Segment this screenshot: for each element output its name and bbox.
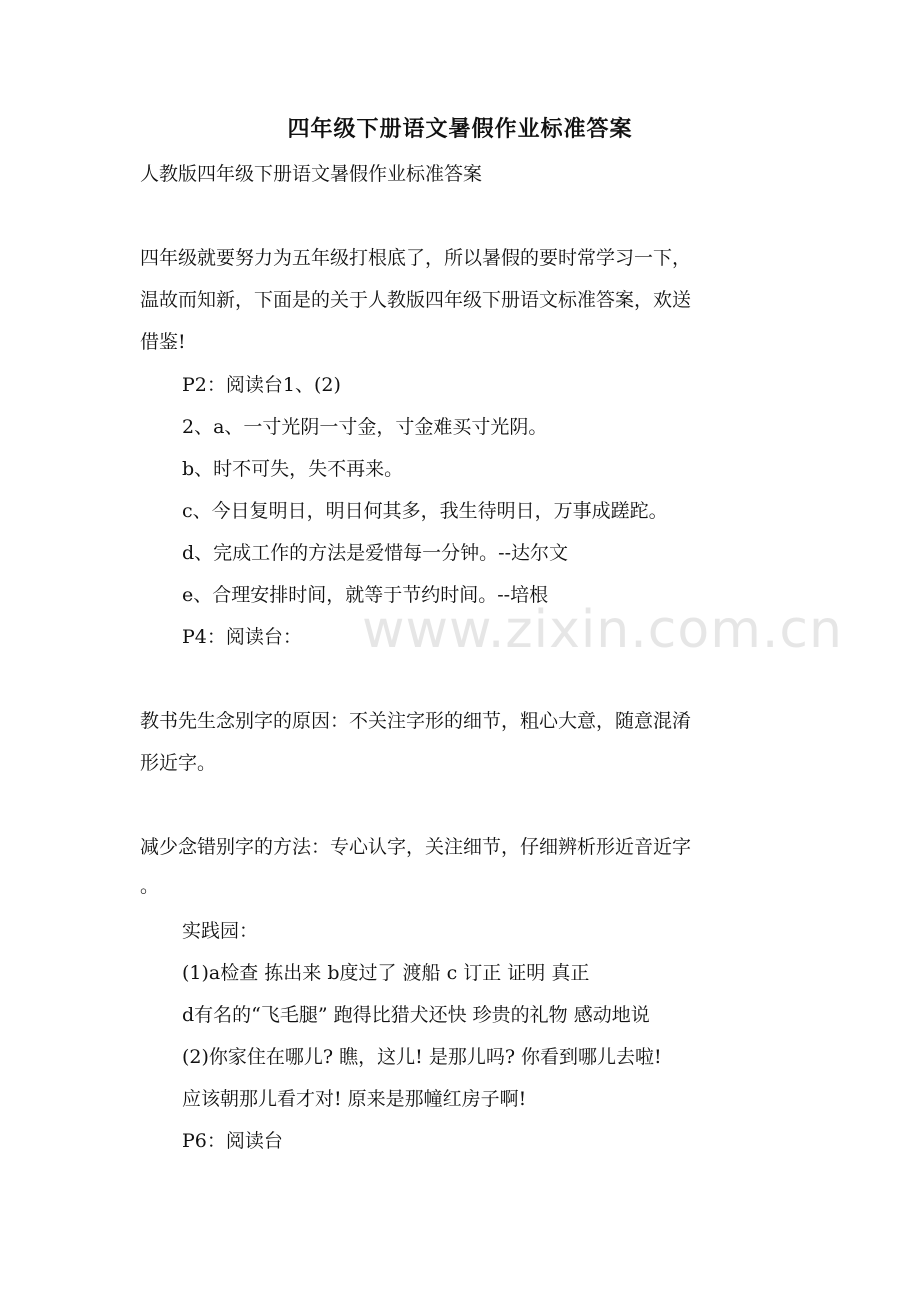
practice-line-3: (2)你家住在哪儿? 瞧，这儿! 是那儿吗? 你看到哪儿去啦! bbox=[182, 1046, 662, 1068]
document-title: 四年级下册语文暑假作业标准答案 bbox=[287, 116, 633, 142]
p2-item-e: e、合理安排时间，就等于节约时间。--培根 bbox=[182, 584, 549, 606]
intro-line-2: 温故而知新，下面是的关于人教版四年级下册语文标准答案，欢送 bbox=[140, 289, 692, 311]
intro-line-1: 四年级就要努力为五年级打根底了，所以暑假的要时常学习一下， bbox=[140, 247, 692, 269]
document-subtitle: 人教版四年级下册语文暑假作业标准答案 bbox=[140, 163, 483, 185]
p2-item-d: d、完成工作的方法是爱惜每一分钟。--达尔文 bbox=[182, 542, 569, 564]
method-line-1: 减少念错别字的方法：专心认字，关注细节，仔细辨析形近音近字 bbox=[140, 836, 692, 858]
intro-line-3: 借鉴! bbox=[140, 331, 186, 353]
p6-heading: P6：阅读台 bbox=[182, 1130, 283, 1152]
practice-line-1: (1)a检查 拣出来 b度过了 渡船 c 订正 证明 真正 bbox=[182, 962, 590, 984]
reason-line-1: 教书先生念别字的原因：不关注字形的细节，粗心大意，随意混淆 bbox=[140, 710, 692, 732]
method-line-2: 。 bbox=[140, 875, 160, 897]
p2-heading: P2：阅读台1、(2) bbox=[182, 374, 341, 396]
practice-line-4: 应该朝那儿看才对! 原来是那幢红房子啊! bbox=[182, 1088, 527, 1110]
p2-item-2a: 2、a、一寸光阴一寸金，寸金难买寸光阴。 bbox=[182, 416, 548, 438]
watermark: www.zixin.com.cn bbox=[362, 600, 843, 660]
p2-item-b: b、时不可失，失不再来。 bbox=[182, 458, 404, 480]
practice-heading: 实践园： bbox=[182, 920, 259, 942]
reason-line-2: 形近字。 bbox=[140, 752, 217, 774]
p4-heading: P4：阅读台： bbox=[182, 626, 302, 648]
p2-item-c: c、今日复明日，明日何其多，我生待明日，万事成蹉跎。 bbox=[182, 500, 668, 522]
practice-line-2: d有名的“飞毛腿” 跑得比猎犬还快 珍贵的礼物 感动地说 bbox=[182, 1004, 650, 1026]
